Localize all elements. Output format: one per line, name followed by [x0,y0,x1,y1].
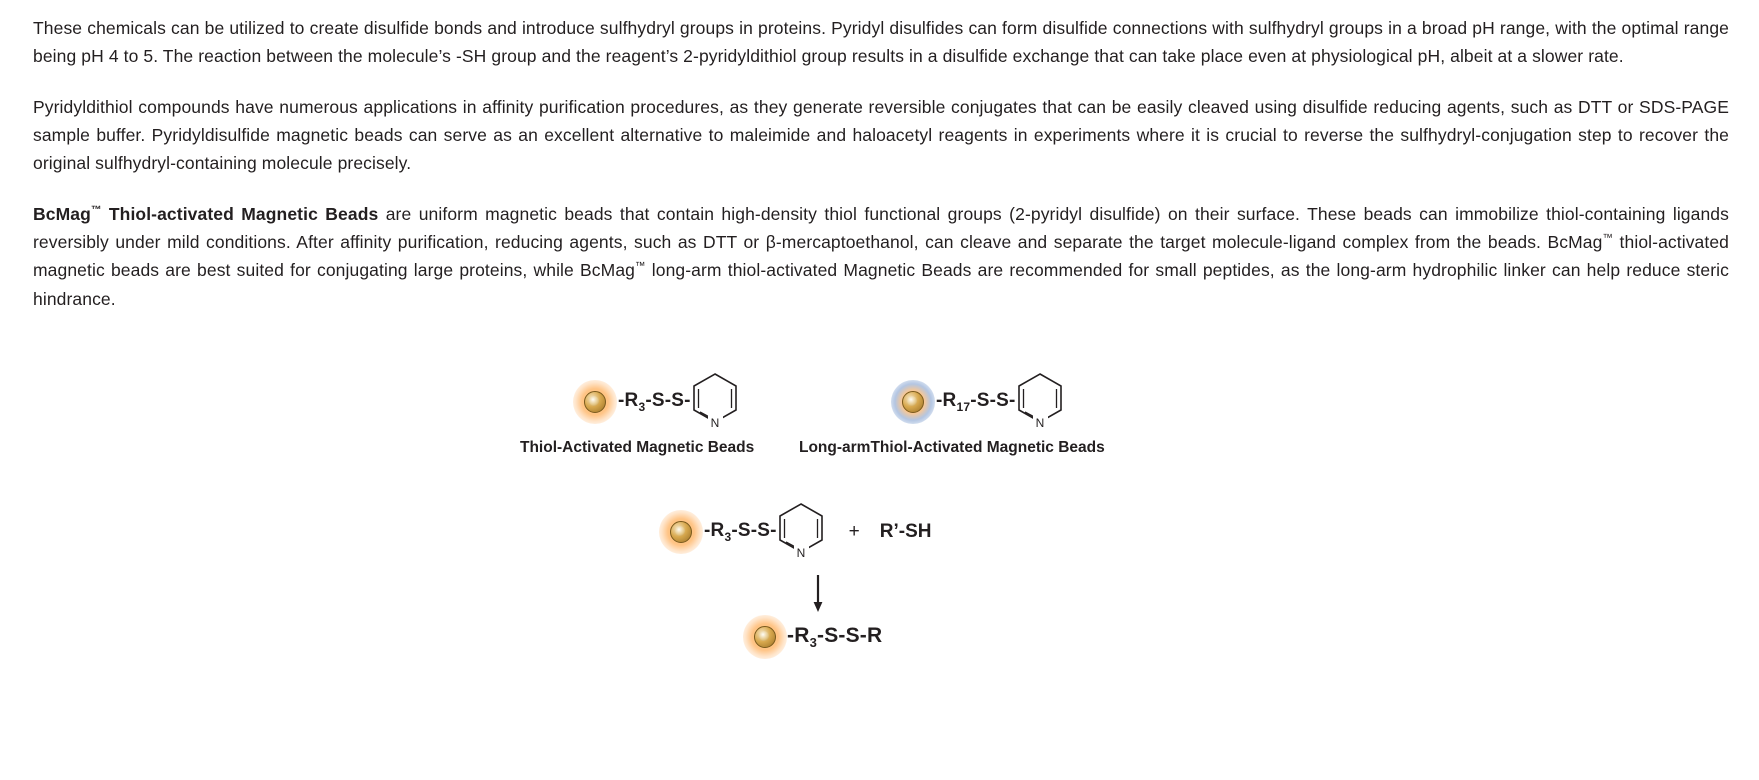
linker-label-b: $-R_{17}-S-S-$ [936,389,1016,414]
svg-text:N: N [710,416,719,431]
product-name-bold [33,204,378,224]
paragraph-3 [33,200,1729,313]
magnetic-bead-icon [573,380,617,424]
reaction-reactants [659,499,932,564]
magnetic-bead-icon [743,615,787,659]
reactant-linker-label: $-R_3-S-S-$ [704,519,777,544]
plus-sign: + [848,520,860,542]
magnetic-bead-icon [891,380,935,424]
reaction-product [743,615,882,659]
linker-label-a: $-R_3-S-S-$ [618,389,691,414]
paragraph-1: These chemicals can be utilized to create disulfide bonds and introduce sulfhydryl groups in proteins. Pyridyl disulfides can form disulfide connections with sulfhydryl groups in a broad pH range, with the optimal range being pH 4 to 5. The reaction between the molecule’s -SH group and the reagent’s 2-pyridyldithiol group results in a disulfide exchange that can take place even at physiological pH, albeit at a slower rate. [33,18,1729,67]
product-name-suffix: Thiol-activated Magnetic Beads [101,203,379,224]
product-label: $-R_3-S-S-R$ [787,624,883,651]
paragraph-3-part-2: thiol-activated magnetic beads are best suited for conjugating large proteins, while BcMag [33,232,1730,281]
structure-long-arm-thiol-activated [891,369,1066,434]
trademark-icon: ™ [90,203,102,216]
pyridine-ring-icon [689,370,741,435]
trademark-icon: ™ [1602,232,1614,245]
trademark-icon: ™ [635,260,646,273]
paragraph-2: Pyridyldithiol compounds have numerous applications in affinity purification procedures, as they generate reversible conjugates that can be easily cleaved using disulfide reducing agents, such as DTT or SDS-PAGE sample buffer. Pyridyldisulfide magnetic beads can serve as an excellent alternative to maleimide and haloacetyl reagents in experiments where it is crucial to reverse the sulfhydryl-conjugation step to recover the original sulfhydryl-containing molecule precisely. [33,96,1729,174]
paragraph-3-part-1: are uniform magnetic beads that contain high-density thiol functional groups (2-pyridyl disulfide) on their surface. These beads can immobilize thiol-containing ligands reversibly under mild conditions. After affinity purification, reducing agents, such as DTT or β-mercaptoethanol, can cleave and separate the target molecule-ligand complex from the beads. BcMag [33,203,1729,253]
reaction-figure [33,347,1729,677]
caption-long-arm-thiol-activated: Long-armThiol-Activated Magnetic Beads [799,439,1105,457]
pyridine-ring-icon [775,500,827,565]
arrow-down-icon [811,575,825,618]
magnetic-bead-icon [659,510,703,554]
svg-text:N: N [1035,416,1044,431]
caption-thiol-activated: Thiol-Activated Magnetic Beads [520,439,755,457]
svg-text:N: N [796,546,805,561]
structure-thiol-activated [573,369,741,434]
paragraph-3-part-3: long-arm thiol-activated Magnetic Beads are recommended for small peptides, as the long-arm hydrophilic linker can help reduce steric hindrance. [33,260,1729,309]
product-name-text: BcMag [33,203,91,224]
thiol-reactant-label: R’-SH [879,520,932,542]
pyridine-ring-icon [1014,370,1066,435]
